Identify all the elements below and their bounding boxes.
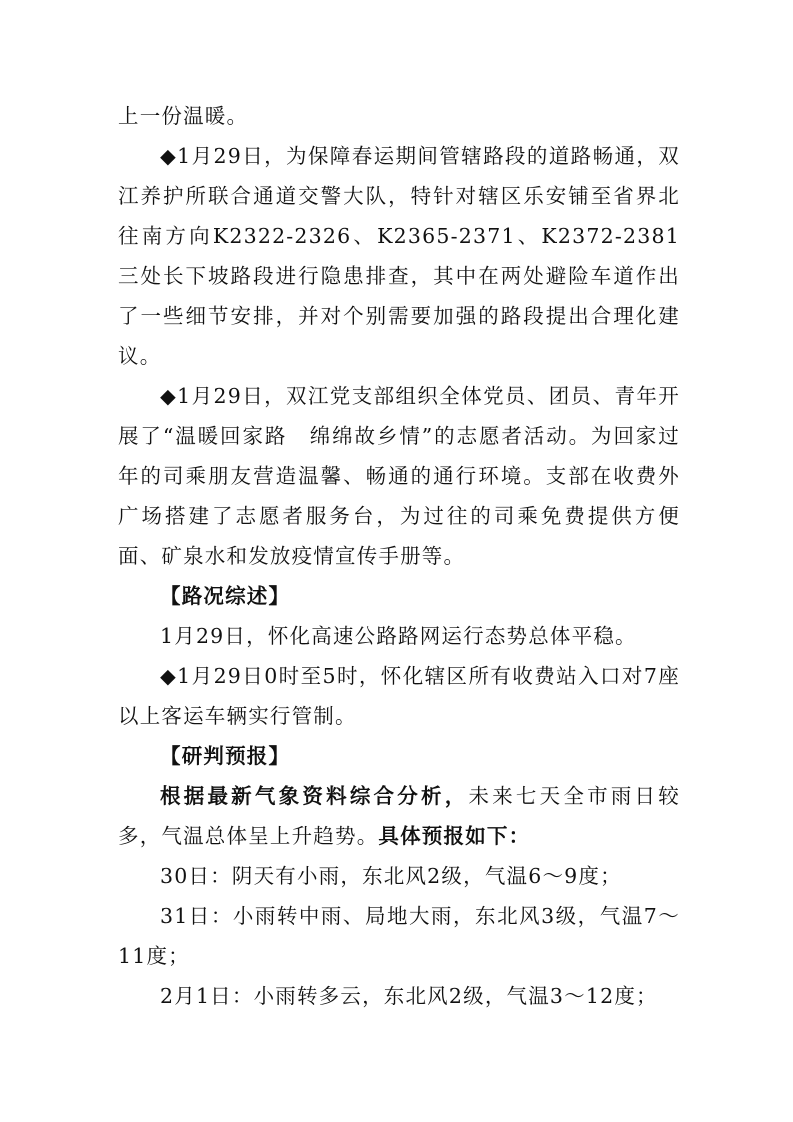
forecast-day-31: 31日：小雨转中雨、局地大雨，东北风3级，气温7～11度； (118, 904, 680, 968)
section-heading-forecast: 【研判预报】 (160, 744, 291, 768)
paragraph-road-inspection: ◆1月29日，为保障春运期间管辖路段的道路畅通，双江养护所联合通道交警大队，特针对辖区乐安铺至省界北往南方向K2322-2326、K2365-2371、K2372-2381三处长下坡路段进行隐患排查，其中在两处避险车道作出了一些细节安排，并对个别需要加强的路段提出合理化建议。 (118, 144, 680, 368)
paragraph-volunteer-activity: ◆1月29日，双江党支部组织全体党员、团员、青年开展了“温暖回家路 绵绵故乡情”的志愿者活动。为回家过年的司乘朋友营造温馨、畅通的通行环境。支部在收费外广场搭建了志愿者服务台，为过往的司乘免费提供方便面、矿泉水和发放疫情宣传手册等。 (118, 384, 680, 568)
forecast-day-feb-1: 2月1日：小雨转多云，东北风2级，气温3～12度； (160, 984, 658, 1008)
paragraph-continuation: 上一份温暖。 (118, 104, 249, 128)
forecast-analysis-lead: 根据最新气象资料综合分析， (160, 784, 469, 808)
forecast-details-lead: 具体预报如下： (378, 824, 531, 848)
document-body (118, 96, 680, 1016)
paragraph-forecast-intro (118, 776, 680, 856)
forecast-day-30: 30日：阴天有小雨，东北风2级，气温6～9度； (160, 864, 622, 888)
paragraph-network-status: 1月29日，怀化高速公路路网运行态势总体平稳。 (160, 624, 637, 648)
section-heading-road-summary: 【路况综述】 (160, 584, 291, 608)
forecast-trend: 未来七天全市雨日较多，气温总体呈上升趋势。 (118, 784, 680, 848)
paragraph-traffic-control: ◆1月29日0时至5时，怀化辖区所有收费站入口对7座以上客运车辆实行管制。 (118, 664, 680, 728)
